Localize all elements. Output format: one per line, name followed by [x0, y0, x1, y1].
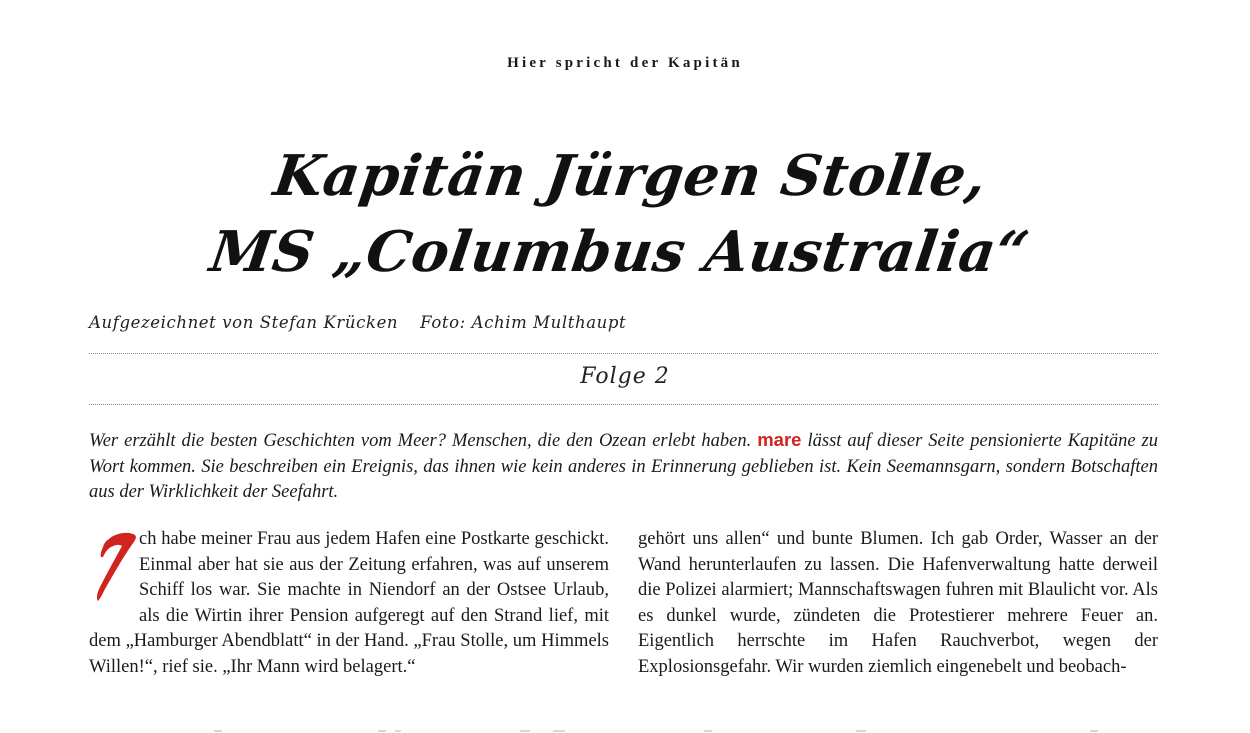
- bottom-cut-off-text: [0, 728, 1250, 733]
- dotted-rule-top: [89, 353, 1158, 354]
- page-kicker: Hier spricht der Kapitän: [507, 55, 743, 71]
- article-column-right: [638, 527, 1158, 681]
- headline-line-2: MS „Columbus Australia“: [205, 219, 1034, 285]
- headline-line-1: Kapitän Jürgen Stolle,: [269, 143, 991, 209]
- intro-paragraph: [89, 427, 1158, 506]
- episode-label: Folge 2: [580, 364, 670, 389]
- brand-name: mare: [757, 429, 802, 450]
- article-column-left: [89, 527, 609, 681]
- photo-credit: Foto: Achim Multhaupt: [420, 313, 627, 332]
- article-text-left: ch habe meiner Frau aus jedem Hafen eine Postkarte geschickt. Einmal aber hat sie aus der Zeitung erfahren, was auf unserem Schiff los war. Sie machte in Niendorf an der Ostsee Urlaub, als die Wirtin ihrer Pension aufgeregt auf den Strand lief, mit dem „Hamburger Abendblatt“ in der Hand. „Frau Stolle, um Himmels Willen!“, rief sie. „Ihr Mann wird belagert.“: [89, 529, 609, 677]
- author-credit: Aufgezeichnet von Stefan Krücken: [89, 313, 399, 332]
- intro-text-start: Wer erzählt die besten Geschichten vom Meer? Menschen, die den Ozean erlebt haben.: [89, 431, 758, 451]
- dotted-rule-bottom: [89, 404, 1158, 405]
- intro-text-end: lässt auf dieser Seite pensionierte Kapitäne zu Wort kommen. Sie beschreiben ein Ereignis, das ihnen wie kein anderes in Erinnerung geblieben ist. Kein Seemannsgarn, sondern Botschaften aus der Wirklichkeit der Seefahrt.: [89, 431, 1158, 502]
- article-text-right: gehört uns allen“ und bunte Blumen. Ich gab Order, Wasser an der Wand herunterlaufen zu lassen. Die Hafenverwaltung hatte derweil die Polizei alarmiert; Mannschaftswagen fuhren mit Blaulicht vor. Als es dunkel wurde, zündeten die Protestierer mehrere Feuer an. Eigentlich herrschte im Hafen Rauchverbot, wegen der Explosionsgefahr. Wir wurden ziemlich eingenebelt und beobach-: [638, 529, 1158, 677]
- headline: [0, 138, 1250, 290]
- drop-cap-i-icon: [89, 529, 139, 605]
- credits: [89, 313, 626, 332]
